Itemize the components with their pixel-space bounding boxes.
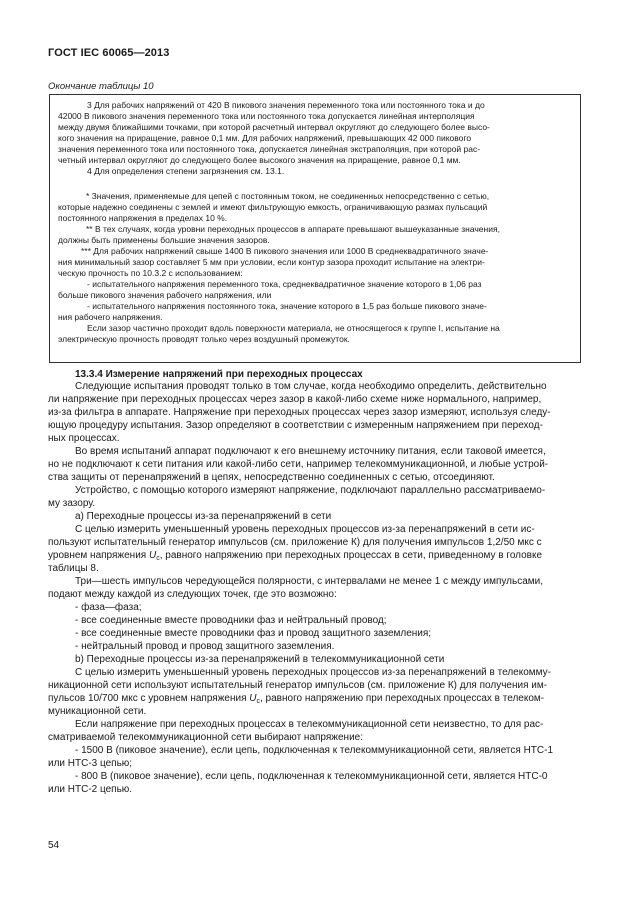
list-item: - 800 В (пиковое значение), если цепь, подключенная к телекоммуникационной сети, является НТС-0 (75, 771, 548, 782)
text-fragment: пульсов 10/700 мкс с уровнем напряжения (48, 693, 250, 704)
page-number: 54 (48, 840, 60, 851)
note-line: * Значения, применяемые для цепей с постоянным током, не соединенных непосредственно с сетью, (86, 191, 490, 201)
table-continuation-caption: Окончание таблицы 10 (48, 81, 154, 92)
paragraph-line-with-symbol (48, 550, 542, 565)
standard-header: ГОСТ IEC 60065—2013 (48, 47, 170, 59)
paragraph-line: Следующие испытания проводят только в том случае, когда необходимо определить, действительно (75, 381, 547, 392)
voltage-symbol: U (148, 550, 157, 561)
paragraph-line: му зазору. (48, 498, 96, 509)
note-line: *** Для рабочих напряжений свыше 1400 В пикового значения или 1000 В среднеквадратичного значе- (81, 246, 489, 256)
note-line: значения переменного тока или постоянного тока, допускается линейная экстраполяция, при которой рас- (58, 144, 481, 154)
paragraph-line: из-за фильтра в аппарате. Напряжение при переходных процессах через зазор измеряют, используя следу- (48, 407, 551, 418)
note-line: 42000 В пикового значения переменного тока или постоянного тока допускается линейная интерполяция (58, 111, 475, 121)
note-line: больше пикового значения рабочего напряжения, или (58, 290, 272, 300)
voltage-symbol-subscript: c (156, 555, 160, 562)
paragraph-line: Устройство, с помощью которого измеряют напряжение, подключают параллельно рассматриваемо- (75, 485, 546, 496)
note-line: четный интервал округляют до следующего более высокого значения на приращение, равное 0,1 мм. (58, 155, 461, 165)
text-fragment: уровнем напряжения (48, 550, 149, 561)
note-line: кого значения на приращение, равное 0,1 мм. Для рабочих напряжений, превышающих 42 000 пикового (58, 133, 472, 143)
paragraph-line: Три—шесть импульсов чередующейся полярности, с интервалами не менее 1 с между импульсами, (75, 576, 543, 587)
text-fragment: , равного напряжению при переходных процессах в телеком- (260, 693, 545, 704)
paragraph-line: сматриваемой телекоммуникационной сети выбирают напряжение: (48, 732, 363, 743)
list-item: - фаза—фаза; (75, 602, 142, 613)
list-item: - нейтральный провод и провод защитного заземления. (75, 641, 335, 652)
note-line: которые надежно соединены с землей и имеют фильтрующую емкость, ограничивающую размах пульсаций (58, 202, 488, 212)
note-line: 4 Для определения степени загрязнения см. 13.1. (87, 166, 285, 176)
paragraph-line: никационной сети используют испытательный генератор импульсов (см. приложение К) для получения им- (48, 680, 548, 691)
paragraph-line: или НТС-2 цепью. (48, 784, 133, 795)
voltage-symbol: U (249, 693, 257, 704)
note-line: электрическую прочность проводят только через воздушный промежуток. (58, 334, 350, 344)
note-line: ческую прочность по 10.3.2 с использованием: (58, 268, 243, 278)
list-item: - все соединенные вместе проводники фаз и нейтральный провод; (75, 615, 387, 626)
list-heading: b) Переходные процессы из-за перенапряжений в телекоммуникационной сети (75, 654, 445, 665)
paragraph-line: или НТС-3 цепью; (48, 758, 133, 769)
note-line: 3 Для рабочих напряжений от 420 В пикового значения переменного тока или постоянного тока и до (87, 100, 485, 110)
paragraph-line: С целью измерить уменьшенный уровень переходных процессов из-за перенапряжений в сети ис- (75, 524, 535, 535)
paragraph-line: ли напряжение при переходных процессах через зазор в какой-либо схеме ниже нормального, например, (48, 394, 542, 405)
list-item: - все соединенные вместе проводники фаз и провод защитного заземления; (75, 628, 432, 639)
paragraph-line: ющую процедуру испытания. Зазор определяют в соответствии с измеренным напряжением при переход- (48, 420, 543, 431)
note-line: должны быть применены большие значения зазоров. (58, 235, 270, 245)
paragraph-line: муникационной сети. (48, 706, 147, 717)
note-line: ния минимальный зазор составляет 5 мм при условии, если контур зазора проходит испытание на электри- (58, 257, 485, 267)
paragraph-line: подают между каждой из следующих точек, где это возможно: (48, 589, 337, 600)
list-heading: а) Переходные процессы из-за перенапряжений в сети (75, 511, 332, 522)
note-line: между двумя ближайшими точками, при которой расчетный интервал округляют до следующего более высо- (58, 122, 490, 132)
paragraph-line: таблицы 8. (48, 563, 99, 574)
paragraph-line: пользуют испытательный генератор импульсов (см. приложение К) для получения импульсов 1,2/50 мкс с (48, 537, 542, 548)
voltage-symbol-subscript: c (256, 698, 260, 705)
note-line: ** В тех случаях, когда уровни переходных процессов в аппарате превышают вышеуказанные значения, (86, 224, 500, 234)
paragraph-line: С целью измерить уменьшенный уровень переходных процессов из-за перенапряжений в телекомму- (75, 667, 551, 678)
paragraph-line: но не подключают к сети питания или какой-либо сети, например телекоммуникационной, и любые устрой- (48, 459, 549, 470)
paragraph-line: ных процессах. (48, 433, 120, 444)
section-title: 13.3.4 Измерение напряжений при переходных процессах (75, 369, 363, 380)
paragraph-line: Во время испытаний аппарат подключают к его внешнему источнику питания, если таковой имеется, (75, 446, 546, 457)
note-line: постоянного напряжения в пределах 10 %. (58, 213, 228, 223)
list-item: - 1500 В (пиковое значение), если цепь, подключенная к телекоммуникационной сети, является НТС-1 (75, 745, 554, 756)
note-line: - испытательного напряжения переменного тока, среднеквадратичное значение которого в 1,06 раз (87, 279, 482, 289)
paragraph-line: ства защиты от перенапряжений в цепях, непосредственно соединенных с сетью, отсоединяют. (48, 472, 495, 483)
table-notes-box (49, 94, 581, 363)
paragraph-line: Если напряжение при переходных процессах в телекоммуникационной сети неизвестно, то для рас- (75, 719, 544, 730)
note-line: - испытательного напряжения постоянного тока, значение которого в 1,5 раз больше пикового значе- (87, 301, 487, 311)
note-line: ния рабочего напряжения. (58, 312, 163, 322)
note-line: Если зазор частично проходит вдоль поверхности материала, не относящегося к группе I, испытание на (87, 323, 500, 333)
text-fragment: , равного напряжению при переходных процессах в сети, приведенному в головке (159, 550, 543, 561)
